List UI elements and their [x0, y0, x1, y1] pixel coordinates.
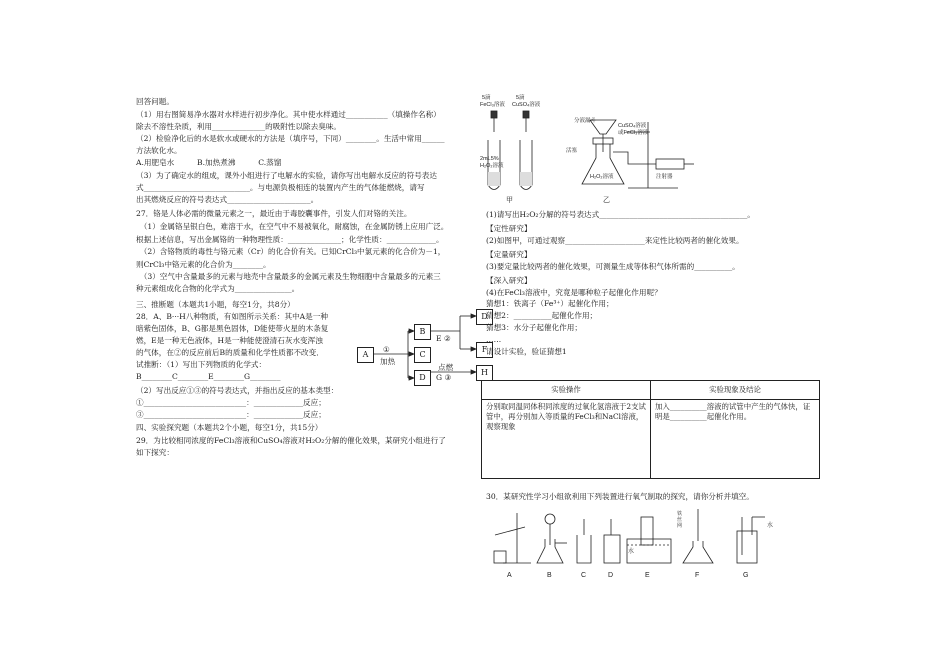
right-line: 【深入研究】 [486, 276, 532, 285]
step3-label: G ③ [436, 373, 452, 382]
left-line: （1）用右图简易净水器对水样进行初步净化。其中使水样通过___________（填操作名称） [136, 110, 441, 119]
svg-text:水: 水 [767, 523, 774, 529]
right-line: (3)要定量比较两者的催化效果，可测量生成等体积气体所需的__________。 [486, 262, 740, 271]
left-line: 种元素组成化合物的化学式为_______________。 [136, 284, 300, 293]
svg-text:5滴: 5滴 [516, 95, 525, 101]
svg-text:甲: 甲 [506, 197, 513, 204]
right-line: 请设计实验，验证猜想1 [486, 347, 567, 356]
left-line: 式____________________________。与电源负极相连的装置内产生的气体能燃烧，请写 [136, 183, 425, 192]
right-line: 【定量研究】 [486, 250, 532, 259]
right-line: (1)请写出H₂O₂分解的符号表达式_______________________________________。 [486, 210, 755, 219]
left-line: 除去不溶性杂质，利用______________的吸附性以除去臭味。 [136, 122, 342, 131]
left-line: 回答问题。 [136, 97, 174, 106]
step2-label: E ② [436, 334, 451, 343]
right-line: 猜想1：铁离子（Fe³⁺）起催化作用； [486, 299, 614, 308]
svg-text:D: D [608, 572, 614, 579]
svg-text:CuSO₄溶液: CuSO₄溶液 [512, 102, 541, 108]
left-line: 试推断：（1）写出下列物质的化学式： [136, 360, 267, 369]
node-c: C [414, 347, 431, 363]
right-line: 【定性研究】 [486, 224, 532, 233]
svg-text:B: B [547, 572, 552, 579]
q30-text: 30．某研究性学习小组欲利用下列装置进行氧气制取的探究，请你分析并填空。 [486, 492, 754, 501]
left-line: B________C________E________G________ [136, 372, 281, 381]
svg-text:C: C [581, 572, 587, 579]
left-line: A.用肥皂水 B.加热煮沸 C.蒸馏 [136, 158, 282, 167]
left-line: （3）空气中含量最多的元素与地壳中含量最多的金属元素及生物细胞中含量最多的元素三 [136, 272, 441, 281]
svg-text:5滴: 5滴 [482, 95, 491, 101]
svg-text:H₂O₂溶液: H₂O₂溶液 [480, 163, 504, 169]
left-line: 根据上述信息，写出金属铬的一种物理性质：______________；化学性质：_____________。 [136, 235, 444, 244]
node-a: A [357, 347, 374, 363]
svg-text:活塞: 活塞 [566, 148, 578, 154]
right-line: (2)如图甲，可通过观察_____________________来定性比较两者的催化效果。 [486, 236, 744, 245]
svg-text:E: E [645, 572, 650, 579]
node-d-right: D [476, 309, 493, 325]
svg-text:铁: 铁 [677, 511, 683, 517]
left-line: 三、推断题（本题共1小题，每空1分，共8分） [136, 300, 295, 309]
left-line: 燃，E是一种无色液体，H是一种能使澄清石灰水变浑浊 [136, 336, 323, 345]
left-line: （3）为了确定水的组成，课外小组进行了电解水的实验，请你写出电解水反应的符号表达 [136, 171, 437, 180]
left-line: 28．A、B···H八种物质，有如图所示关系：其中A是一种 [136, 312, 328, 321]
left-line: （2）检验净化后的水是软水或硬水的方法是（填序号，下同）________。生活中常用______ [136, 134, 445, 143]
left-line: 四、实验探究题（本题共2个小题，每空1分，共15分） [136, 423, 323, 432]
left-line: （2）写出反应①③的符号表达式，并指出反应的基本类型： [136, 386, 339, 395]
left-line: 的气体，在②的反应前后B的质量和化学性质都不改变． [136, 348, 324, 357]
svg-text:CuSO₄溶液: CuSO₄溶液 [618, 123, 647, 129]
svg-text:乙: 乙 [603, 197, 610, 204]
right-line: 猜想3：水分子起催化作用； [486, 323, 582, 332]
step1-label: ① [383, 345, 390, 354]
node-b: B [414, 324, 431, 340]
right-line: …… [486, 335, 502, 344]
left-line: 27．铬是人体必需的微量元素之一，最近由于毒胶囊事件，引发人们对铬的关注。 [136, 209, 412, 218]
svg-text:A: A [507, 572, 512, 579]
svg-text:网: 网 [677, 523, 683, 529]
left-line: 暗紫色固体，B、G都是黑色固体，D能使带火星的木条复 [136, 324, 329, 333]
table-cell-operation: 分别取同温同体积同浓度的过氧化氢溶液于2支试管中，再分别加入等质量的FeCl₃和NaCl溶液，观察现象 [482, 400, 651, 479]
left-line: ③___________________________：_____________反应； [136, 410, 326, 419]
svg-text:注射器: 注射器 [656, 174, 673, 180]
node-f: F [476, 342, 493, 358]
svg-text:分液漏斗: 分液漏斗 [574, 118, 597, 124]
table-cell-result: 加入__________溶液的试管中产生的气体快，证明是__________起催化作用。 [651, 400, 820, 479]
node-d-left: D [414, 370, 431, 386]
table-header-operation: 实验操作 [482, 381, 651, 400]
left-line: （2）含铬物质的毒性与铬元素（Cr）的化合价有关。已知CrCl₃中氯元素的化合价为－1， [136, 247, 446, 256]
heat-label: 加热 [380, 357, 396, 366]
left-line: 方法软化水。 [136, 146, 182, 155]
left-line: 如下探究： [136, 448, 174, 457]
right-line: (4)在FeCl₃溶液中，究竟是哪种粒子起催化作用呢？ [486, 288, 662, 297]
right-line: 猜想2：__________起催化作用； [486, 311, 598, 320]
svg-text:FeCl₃溶液: FeCl₃溶液 [480, 102, 505, 108]
left-line: 29．为比较相同浓度的FeCl₃溶液和CuSO₄溶液对H₂O₂分解的催化效果，某研究小组进行了 [136, 436, 446, 445]
left-line: （1）金属铬呈银白色，难溶于水，在空气中不易被氧化，耐腐蚀，在金属防锈上应用广泛。 [136, 222, 449, 231]
experiment-table [481, 380, 820, 479]
table-header-result: 实验现象及结论 [651, 381, 820, 400]
svg-text:水: 水 [628, 549, 635, 555]
left-line: 出其燃烧反应的符号表达式______________________。 [136, 195, 319, 204]
svg-text:F: F [695, 572, 700, 579]
svg-text:丝: 丝 [677, 517, 683, 523]
apparatus-jia-yi [478, 92, 768, 217]
svg-text:G: G [743, 572, 749, 579]
svg-text:或FeCl₃溶液: 或FeCl₃溶液 [618, 130, 649, 136]
left-line: ①___________________________：_____________反应； [136, 398, 326, 407]
apparatus-a-g [487, 505, 787, 583]
ignite-label: 点燃 [438, 363, 454, 372]
svg-text:2mL5%: 2mL5% [480, 156, 499, 162]
svg-text:H₂O₂溶液: H₂O₂溶液 [590, 174, 614, 180]
node-h: H [476, 365, 493, 381]
left-line: 则CrCl₃中铬元素的化合价为________。 [136, 260, 271, 269]
